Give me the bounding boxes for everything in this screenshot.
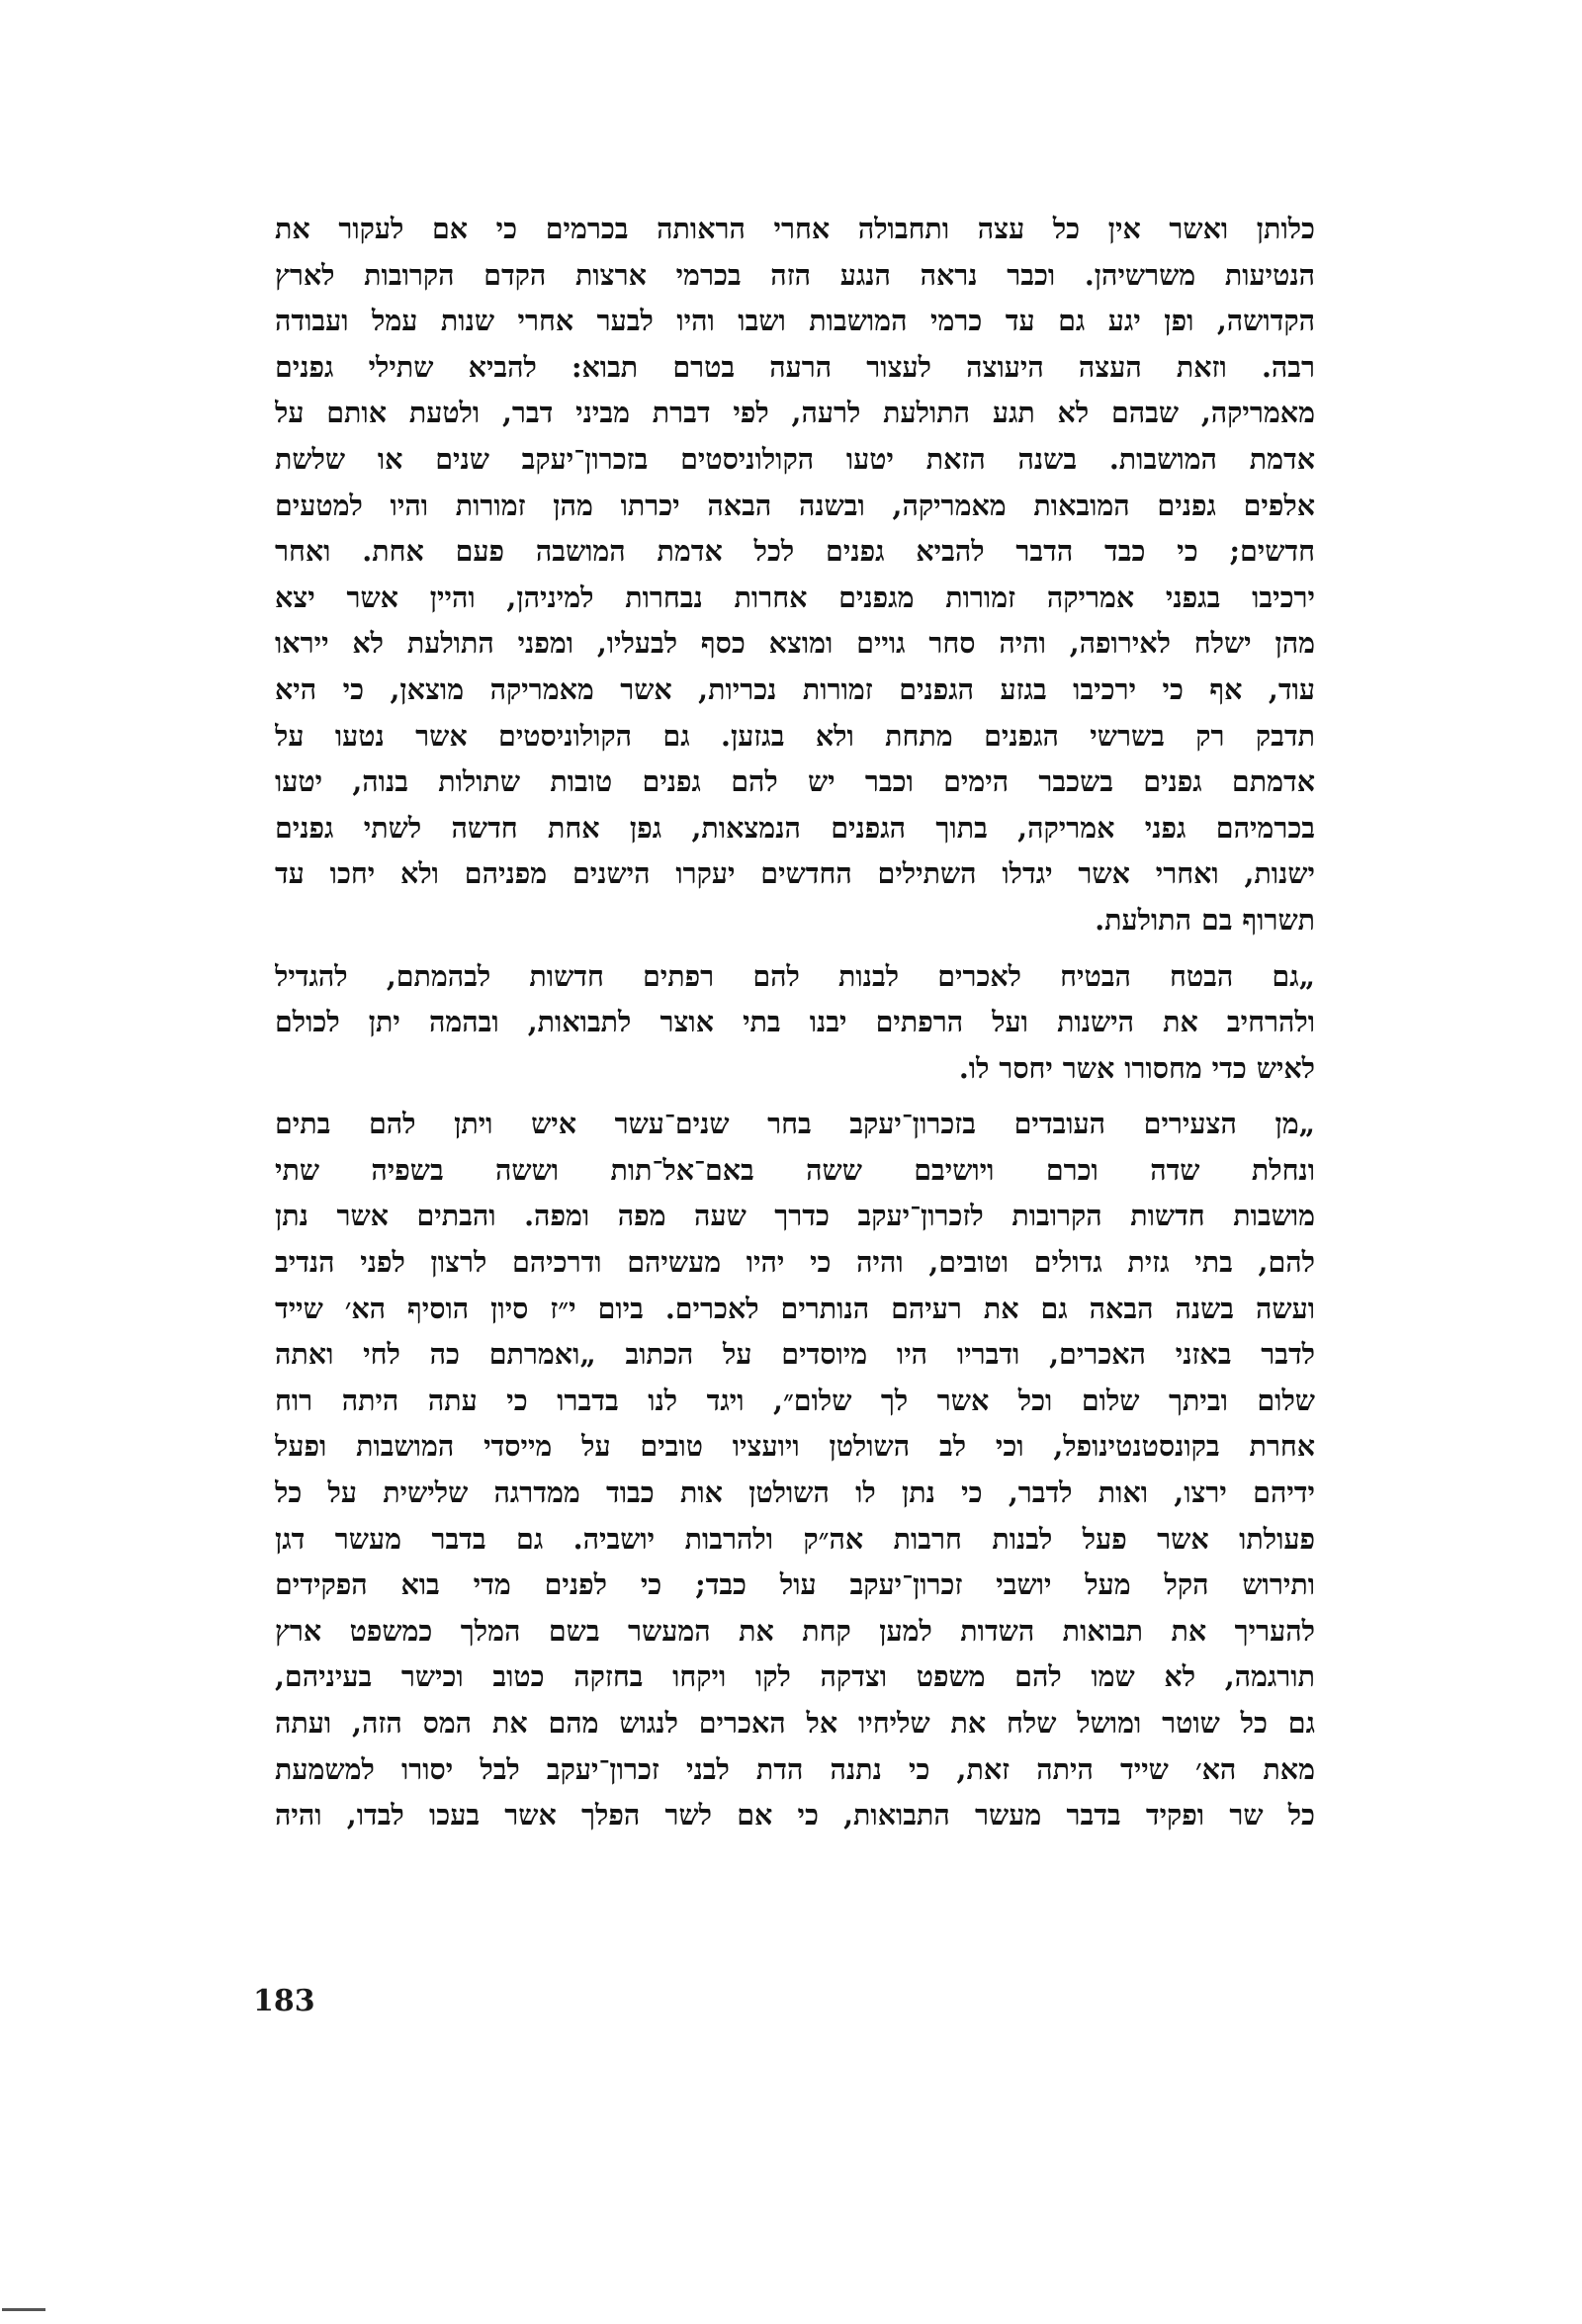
text-line: מאמריקה, שבהם לא תגע התולעת לרעה, לפי דברת מביני דבר, ולטעת אותם על xyxy=(275,396,1315,430)
text-line: תשרוף בם התולעת. xyxy=(1095,902,1315,937)
text-line: ישנות, ואחרי אשר יגדלו השתילים החדשים יעקרו הישנים מפניהם ולא יחכו עד xyxy=(275,856,1315,891)
paragraph-3 xyxy=(275,1101,1315,1838)
text-line: תדבק רק בשרשי הגפנים מתחת ולא בגזען. גם הקולוניסטים אשר נטעו על xyxy=(275,718,1315,753)
text-line: „מן הצעירים העובדים בזכרון־יעקב בחר שנים־עשר איש ויתן להם בתים xyxy=(275,1107,1315,1141)
text-line: הנטיעות משרשיהן. וכבר נראה הנגע הזה בכרמי ארצות הקדם הקרובות לארץ xyxy=(275,257,1315,292)
text-line: „גם הבטח הבטיח לאכרים לבנות להם רפתים חדשות לבהמתם, להגדיל xyxy=(275,958,1315,993)
text-line: כל שר ופקיד בדבר מעשר התבואות, כי אם לשר הפלך אשר בעכו לבדו, והיה xyxy=(275,1798,1315,1832)
text-line: ולהרחיב את הישנות ועל הרפתים יבנו בתי אוצר לתבואות, ובהמה יתן לכולם xyxy=(275,1005,1315,1039)
body-text xyxy=(275,206,1315,1838)
text-line: לאיש כדי מחסורו אשר יחסר לו. xyxy=(958,1050,1315,1085)
text-line: תורגמה, לא שמו להם משפט וצדקה לקו ויקחו בחזקה כטוב וכישר בעיניהם, xyxy=(275,1659,1315,1694)
text-line: הקדושה, ופן יגע גם עד כרמי המושבות ושבו והיו לבער אחרי שנות עמל ועבודה xyxy=(275,304,1315,338)
paragraph-gap xyxy=(275,1091,1315,1101)
text-line: לדבר באזני האכרים, ודבריו היו מיוסדים על הכתוב „ואמרתם כה לחי ואתה xyxy=(275,1337,1315,1372)
text-line: חדשים; כי כבד הדבר להביא גפנים לכל אדמת המושבה פעם אחת. ואחר xyxy=(275,534,1315,569)
text-line: להם, בתי גזית גדולים וטובים, והיה כי יהיו מעשיהם ודרכיהם לרצון לפני הנדיב xyxy=(275,1245,1315,1280)
paragraph-2 xyxy=(275,953,1315,1092)
text-line: כלותן ואשר אין כל עצה ותחבולה אחרי הראותה בכרמים כי אם לעקור את xyxy=(275,212,1315,245)
text-line: ירכיבו בגפני אמריקה זמורות מגפנים אחרות נבחרות למיניהן, והיין אשר יצא xyxy=(275,580,1315,614)
text-line: אלפים גפנים המובאות מאמריקה, ובשנה הבאה יכרתו מהן זמורות והיו למטעים xyxy=(275,488,1315,522)
page-number: 183 xyxy=(253,1984,315,2018)
scan-edge-mark xyxy=(2,2308,45,2311)
text-line: מהן ישלח לאירופה, והיה סחר גויים ומוצא כסף לבעליו, ומפני התולעת לא ייראו xyxy=(275,626,1315,661)
text-line: גם כל שוטר ומושל שלח את שליחיו אל האכרים לנגוש מהם את המס הזה, ועתה xyxy=(275,1706,1315,1740)
text-line: אחרת בקונסטנטינופל, וכי לב השולטן ויועציו טובים על מייסדי המושבות ופעל xyxy=(275,1429,1315,1464)
text-line: ועשה בשנה הבאה גם את רעיהם הנותרים לאכרים. ביום י״ז סיון הוסיף הא׳ שייד xyxy=(275,1291,1315,1325)
text-line: בכרמיהם גפני אמריקה, בתוך הגפנים הנמצאות, גפן אחת חדשה לשתי גפנים xyxy=(275,810,1315,845)
paragraph-1 xyxy=(275,206,1315,943)
text-line: מושבות חדשות הקרובות לזכרון־יעקב כדרך שעה מפה ומפה. והבתים אשר נתן xyxy=(275,1199,1315,1233)
paragraph-gap xyxy=(275,943,1315,953)
text-line: מאת הא׳ שייד היתה זאת, כי נתנה הדת לבני זכרון־יעקב לבל יסורו למשמעת xyxy=(275,1751,1315,1786)
text-line: שלום וביתך שלום וכל אשר לך שלום״, ויגד לנו בדברו כי עתה היתה רוח xyxy=(275,1383,1315,1417)
text-line: להעריך את תבואות השדות למען קחת את המעשר בשם המלך כמשפט ארץ xyxy=(275,1613,1315,1648)
text-line: אדמתם גפנים בשכבר הימים וכבר יש להם גפנים טובות שתולות בנוה, יטעו xyxy=(275,764,1315,799)
text-line: רבה. וזאת העצה היעוצה לעצור הרעה בטרם תבוא: להביא שתילי גפנים xyxy=(275,349,1315,384)
text-line: ידיהם ירצו, ואות לדבר, כי נתן לו השולטן אות כבוד ממדרגה שלישית על כל xyxy=(275,1475,1315,1510)
text-line: פעולתו אשר פעל לבנות חרבות אה״ק ולהרבות יושביה. גם בדבר מעשר דגן xyxy=(275,1521,1315,1556)
text-line: עוד, אף כי ירכיבו בגזע הגפנים זמורות נכריות, אשר מאמריקה מוצאן, כי היא xyxy=(275,671,1315,706)
text-line: ותירוש הקל מעל יושבי זכרון־יעקב עול כבד; כי לפנים מדי בוא הפקידים xyxy=(275,1567,1315,1602)
text-line: ונחלת שדה וכרם ויושיבם ששה באם־אל־תות וששה בשפיה שתי xyxy=(275,1152,1315,1187)
text-line: אדמת המושבות. בשנה הזאת יטעו הקולוניסטים בזכרון־יעקב שנים או שלשת xyxy=(275,441,1315,476)
